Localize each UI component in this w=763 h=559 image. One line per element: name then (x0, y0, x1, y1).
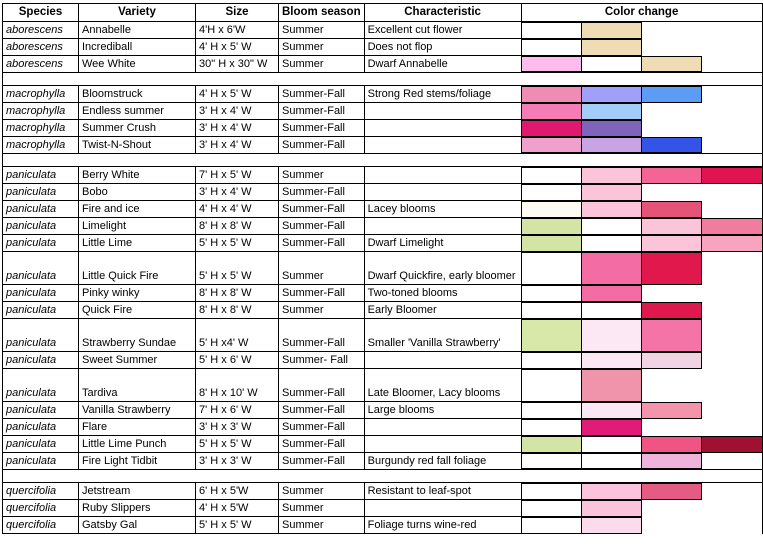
season-cell: Summer (279, 517, 365, 534)
variety-cell: Pinky winky (79, 285, 196, 302)
size-cell: 8' H x 8' W (196, 285, 279, 302)
size-cell: 4' H x 4' W (196, 201, 279, 218)
color-swatches (522, 184, 762, 201)
separator-cell (3, 73, 79, 86)
color-swatch (522, 235, 582, 252)
color-swatches (522, 167, 762, 184)
color-swatch (522, 483, 582, 500)
season-cell: Summer (279, 302, 365, 319)
color-swatch (522, 103, 582, 120)
separator-cell (364, 154, 521, 167)
species-cell: paniculata (3, 453, 79, 470)
characteristic-cell: Late Bloomer, Lacy blooms (364, 369, 521, 402)
color-swatch (642, 201, 702, 218)
species-cell: paniculata (3, 352, 79, 369)
size-cell: 7' H x 5' W (196, 167, 279, 184)
variety-cell: Jetstream (79, 483, 196, 500)
size-cell: 3' H x 4' W (196, 184, 279, 201)
color-swatch (522, 319, 582, 352)
color-swatch (702, 167, 763, 184)
table-row (3, 184, 763, 201)
season-cell: Summer-Fall (279, 103, 365, 120)
color-swatches (522, 235, 762, 252)
color-change-cell (521, 302, 762, 319)
variety-cell: Berry White (79, 167, 196, 184)
color-swatch (582, 402, 642, 419)
color-swatch (642, 137, 702, 154)
color-swatch (642, 235, 702, 252)
color-swatches (522, 302, 762, 319)
color-change-cell (521, 103, 762, 120)
color-swatch (582, 22, 642, 39)
size-cell: 6' H x 5'W (196, 483, 279, 500)
color-change-cell (521, 184, 762, 201)
variety-cell: Flare (79, 419, 196, 436)
table-row (3, 419, 763, 436)
characteristic-cell: Does not flop (364, 39, 521, 56)
size-cell: 3' H x 3' W (196, 419, 279, 436)
variety-cell: Bloomstruck (79, 86, 196, 103)
color-swatch (642, 483, 702, 500)
size-cell: 5' H x4' W (196, 319, 279, 352)
characteristic-cell: Dwarf Annabelle (364, 56, 521, 73)
size-cell: 8' H x 8' W (196, 302, 279, 319)
characteristic-cell: Burgundy red fall foliage (364, 453, 521, 470)
color-swatches (522, 86, 762, 103)
color-swatches (522, 436, 762, 453)
characteristic-cell: Lacey blooms (364, 201, 521, 218)
characteristic-cell (364, 218, 521, 235)
table-row (3, 352, 763, 369)
color-change-cell (521, 285, 762, 302)
species-cell: macrophylla (3, 137, 79, 154)
color-swatches (522, 369, 762, 402)
color-change-cell (521, 218, 762, 235)
color-swatches (522, 285, 762, 302)
color-swatch (582, 319, 642, 352)
table-row (3, 500, 763, 517)
size-cell: 7' H x 6' W (196, 402, 279, 419)
color-change-cell (521, 402, 762, 419)
species-cell: paniculata (3, 302, 79, 319)
color-swatch (582, 302, 642, 319)
table-body (3, 22, 763, 534)
color-swatches (522, 352, 762, 369)
color-swatch (582, 500, 642, 517)
species-cell: aborescens (3, 39, 79, 56)
color-swatch (642, 56, 702, 73)
characteristic-cell: Two-toned blooms (364, 285, 521, 302)
variety-cell: Fire Light Tidbit (79, 453, 196, 470)
color-swatches (522, 252, 762, 285)
characteristic-cell (364, 167, 521, 184)
size-cell: 5' H x 6' W (196, 352, 279, 369)
header-bloom-season: Bloom season (279, 4, 365, 22)
table-row (3, 235, 763, 252)
variety-cell: Quick Fire (79, 302, 196, 319)
characteristic-cell: Early Bloomer (364, 302, 521, 319)
size-cell: 5' H x 5' W (196, 235, 279, 252)
color-swatch (582, 39, 642, 56)
color-swatch (642, 402, 702, 419)
separator-cell (364, 470, 521, 483)
color-swatch (582, 218, 642, 235)
species-cell: paniculata (3, 184, 79, 201)
color-swatch (522, 39, 582, 56)
variety-cell: Strawberry Sundae (79, 319, 196, 352)
table-row (3, 167, 763, 184)
color-change-cell (521, 86, 762, 103)
color-swatch (522, 167, 582, 184)
color-swatch (582, 235, 642, 252)
species-cell: paniculata (3, 252, 79, 285)
size-cell: 5' H x 5' W (196, 436, 279, 453)
size-cell: 4' H x 5'W (196, 500, 279, 517)
color-swatch (642, 302, 702, 319)
variety-cell: Little Lime (79, 235, 196, 252)
size-cell: 3' H x 4' W (196, 137, 279, 154)
color-swatches (522, 201, 762, 218)
table-row (3, 218, 763, 235)
color-change-cell (521, 137, 762, 154)
color-swatch (582, 419, 642, 436)
variety-cell: Fire and ice (79, 201, 196, 218)
size-cell: 8' H x 10' W (196, 369, 279, 402)
species-cell: macrophylla (3, 120, 79, 137)
color-swatch (702, 235, 763, 252)
season-cell: Summer (279, 483, 365, 500)
characteristic-cell: Large blooms (364, 402, 521, 419)
season-cell: Summer-Fall (279, 120, 365, 137)
season-cell: Summer (279, 252, 365, 285)
season-cell: Summer- Fall (279, 352, 365, 369)
characteristic-cell (364, 436, 521, 453)
color-swatch (582, 137, 642, 154)
variety-cell: Sweet Summer (79, 352, 196, 369)
size-cell: 8' H x 8' W (196, 218, 279, 235)
color-swatch (582, 517, 642, 534)
color-swatch (642, 453, 702, 470)
species-cell: paniculata (3, 235, 79, 252)
color-swatch (642, 252, 702, 285)
color-change-cell (521, 453, 762, 470)
size-cell: 3' H x 4' W (196, 103, 279, 120)
table-row (3, 517, 763, 534)
color-swatch (582, 86, 642, 103)
table-row (3, 369, 763, 402)
characteristic-cell: Dwarf Quickfire, early bloomer (364, 252, 521, 285)
table-row (3, 453, 763, 470)
season-cell: Summer-Fall (279, 319, 365, 352)
characteristic-cell (364, 352, 521, 369)
color-swatch (522, 285, 582, 302)
characteristic-cell (364, 103, 521, 120)
color-swatch (582, 285, 642, 302)
color-swatch (522, 86, 582, 103)
color-swatch (522, 369, 582, 402)
color-swatches (522, 137, 762, 154)
variety-cell: Bobo (79, 184, 196, 201)
color-swatch (522, 517, 582, 534)
color-swatch (642, 218, 702, 235)
species-cell: quercifolia (3, 500, 79, 517)
table-row (3, 201, 763, 218)
variety-cell: Endless summer (79, 103, 196, 120)
color-swatch (582, 103, 642, 120)
color-swatch (522, 22, 582, 39)
characteristic-cell (364, 120, 521, 137)
table-row (3, 285, 763, 302)
color-change-cell (521, 201, 762, 218)
color-swatches (522, 103, 762, 120)
color-swatches (522, 517, 762, 534)
season-cell: Summer-Fall (279, 453, 365, 470)
separator-cell (279, 73, 365, 86)
group-separator (3, 154, 763, 167)
table-row (3, 39, 763, 56)
separator-cell (196, 154, 279, 167)
color-swatch (522, 402, 582, 419)
separator-cell (3, 154, 79, 167)
characteristic-cell (364, 184, 521, 201)
characteristic-cell: Dwarf Limelight (364, 235, 521, 252)
species-cell: paniculata (3, 285, 79, 302)
color-swatch (702, 436, 763, 453)
color-swatch (522, 184, 582, 201)
color-swatches (522, 483, 762, 500)
color-swatches (522, 402, 762, 419)
color-swatch (522, 302, 582, 319)
header-species: Species (3, 4, 79, 22)
color-change-cell (521, 167, 762, 184)
table-row (3, 103, 763, 120)
species-cell: paniculata (3, 167, 79, 184)
color-swatch (582, 201, 642, 218)
color-swatch (582, 453, 642, 470)
characteristic-cell: Foliage turns wine-red (364, 517, 521, 534)
season-cell: Summer (279, 167, 365, 184)
variety-cell: Wee White (79, 56, 196, 73)
color-swatch (522, 201, 582, 218)
size-cell: 5' H x 5' W (196, 517, 279, 534)
color-swatches (522, 500, 762, 517)
season-cell: Summer-Fall (279, 369, 365, 402)
species-cell: macrophylla (3, 103, 79, 120)
color-swatches (522, 56, 762, 73)
separator-cell (196, 470, 279, 483)
separator-cell (79, 470, 196, 483)
size-cell: 3' H x 4' W (196, 120, 279, 137)
table-row (3, 252, 763, 285)
color-swatch (522, 419, 582, 436)
hydrangea-table (2, 3, 763, 534)
color-swatch (522, 453, 582, 470)
color-change-cell (521, 39, 762, 56)
color-swatch (582, 120, 642, 137)
separator-cell (196, 73, 279, 86)
color-swatch (522, 218, 582, 235)
color-swatch (582, 352, 642, 369)
color-swatch (582, 56, 642, 73)
species-cell: quercifolia (3, 483, 79, 500)
species-cell: paniculata (3, 201, 79, 218)
size-cell: 4' H x 5' W (196, 86, 279, 103)
species-cell: quercifolia (3, 517, 79, 534)
variety-cell: Little Quick Fire (79, 252, 196, 285)
separator-cell (79, 73, 196, 86)
color-change-cell (521, 352, 762, 369)
season-cell: Summer-Fall (279, 218, 365, 235)
header-characteristic: Characteristic (364, 4, 521, 22)
species-cell: paniculata (3, 218, 79, 235)
separator-cell (279, 470, 365, 483)
header-variety: Variety (79, 4, 196, 22)
season-cell: Summer-Fall (279, 201, 365, 218)
color-change-cell (521, 517, 762, 534)
color-swatch (642, 436, 702, 453)
color-swatch (642, 319, 702, 352)
table-row (3, 402, 763, 419)
size-cell: 30" H x 30" W (196, 56, 279, 73)
color-change-cell (521, 252, 762, 285)
season-cell: Summer-Fall (279, 402, 365, 419)
color-swatch (642, 86, 702, 103)
color-swatch (582, 252, 642, 285)
separator-cell (79, 154, 196, 167)
header-color-change: Color change (521, 4, 762, 22)
species-cell: paniculata (3, 369, 79, 402)
table-row (3, 56, 763, 73)
size-cell: 4' H x 5' W (196, 39, 279, 56)
color-change-cell (521, 419, 762, 436)
color-change-cell (521, 500, 762, 517)
season-cell: Summer-Fall (279, 184, 365, 201)
color-swatch (582, 369, 642, 402)
characteristic-cell (364, 137, 521, 154)
table-row (3, 436, 763, 453)
color-change-cell (521, 56, 762, 73)
table-row (3, 120, 763, 137)
color-swatch (522, 252, 582, 285)
species-cell: paniculata (3, 419, 79, 436)
header-size: Size (196, 4, 279, 22)
color-swatch (582, 184, 642, 201)
color-swatch (642, 352, 702, 369)
species-cell: macrophylla (3, 86, 79, 103)
color-swatch (642, 167, 702, 184)
color-swatch (582, 167, 642, 184)
color-swatches (522, 120, 762, 137)
species-cell: paniculata (3, 319, 79, 352)
table-row (3, 319, 763, 352)
characteristic-cell: Smaller 'Vanilla Strawberry' (364, 319, 521, 352)
species-cell: paniculata (3, 436, 79, 453)
color-change-cell (521, 120, 762, 137)
variety-cell: Summer Crush (79, 120, 196, 137)
variety-cell: Annabelle (79, 22, 196, 39)
table-row (3, 22, 763, 39)
color-swatches (522, 319, 762, 352)
color-change-cell (521, 483, 762, 500)
season-cell: Summer (279, 22, 365, 39)
color-swatches (522, 419, 762, 436)
color-swatch (702, 218, 763, 235)
color-change-cell (521, 436, 762, 453)
color-swatch (582, 436, 642, 453)
color-change-cell (521, 319, 762, 352)
color-swatch (522, 56, 582, 73)
color-swatches (522, 22, 762, 39)
season-cell: Summer-Fall (279, 285, 365, 302)
color-change-cell (521, 22, 762, 39)
color-swatch (582, 483, 642, 500)
characteristic-cell: Strong Red stems/foliage (364, 86, 521, 103)
group-separator (3, 470, 763, 483)
species-cell: paniculata (3, 402, 79, 419)
color-swatch (522, 120, 582, 137)
color-swatch (522, 137, 582, 154)
season-cell: Summer (279, 39, 365, 56)
species-cell: aborescens (3, 22, 79, 39)
characteristic-cell (364, 500, 521, 517)
characteristic-cell (364, 419, 521, 436)
separator-cell (521, 154, 762, 167)
variety-cell: Limelight (79, 218, 196, 235)
variety-cell: Twist-N-Shout (79, 137, 196, 154)
characteristic-cell: Excellent cut flower (364, 22, 521, 39)
group-separator (3, 73, 763, 86)
separator-cell (364, 73, 521, 86)
variety-cell: Gatsby Gal (79, 517, 196, 534)
color-change-cell (521, 369, 762, 402)
separator-cell (3, 470, 79, 483)
species-cell: aborescens (3, 56, 79, 73)
size-cell: 4'H x 6'W (196, 22, 279, 39)
variety-cell: Tardiva (79, 369, 196, 402)
color-swatch (522, 352, 582, 369)
color-swatch (522, 436, 582, 453)
color-swatches (522, 453, 762, 470)
season-cell: Summer (279, 56, 365, 73)
color-swatches (522, 39, 762, 56)
table-row (3, 483, 763, 500)
size-cell: 5' H x 5' W (196, 252, 279, 285)
table-row (3, 302, 763, 319)
size-cell: 3' H x 3' W (196, 453, 279, 470)
season-cell: Summer (279, 500, 365, 517)
separator-cell (521, 73, 762, 86)
variety-cell: Incrediball (79, 39, 196, 56)
color-change-cell (521, 235, 762, 252)
separator-cell (521, 470, 762, 483)
color-swatches (522, 218, 762, 235)
season-cell: Summer-Fall (279, 436, 365, 453)
variety-cell: Vanilla Strawberry (79, 402, 196, 419)
season-cell: Summer-Fall (279, 86, 365, 103)
season-cell: Summer-Fall (279, 137, 365, 154)
variety-cell: Little Lime Punch (79, 436, 196, 453)
table-row (3, 137, 763, 154)
characteristic-cell: Resistant to leaf-spot (364, 483, 521, 500)
color-swatch (522, 500, 582, 517)
separator-cell (279, 154, 365, 167)
season-cell: Summer-Fall (279, 419, 365, 436)
season-cell: Summer-Fall (279, 235, 365, 252)
variety-cell: Ruby Slippers (79, 500, 196, 517)
table-row (3, 86, 763, 103)
header-row (3, 4, 763, 22)
